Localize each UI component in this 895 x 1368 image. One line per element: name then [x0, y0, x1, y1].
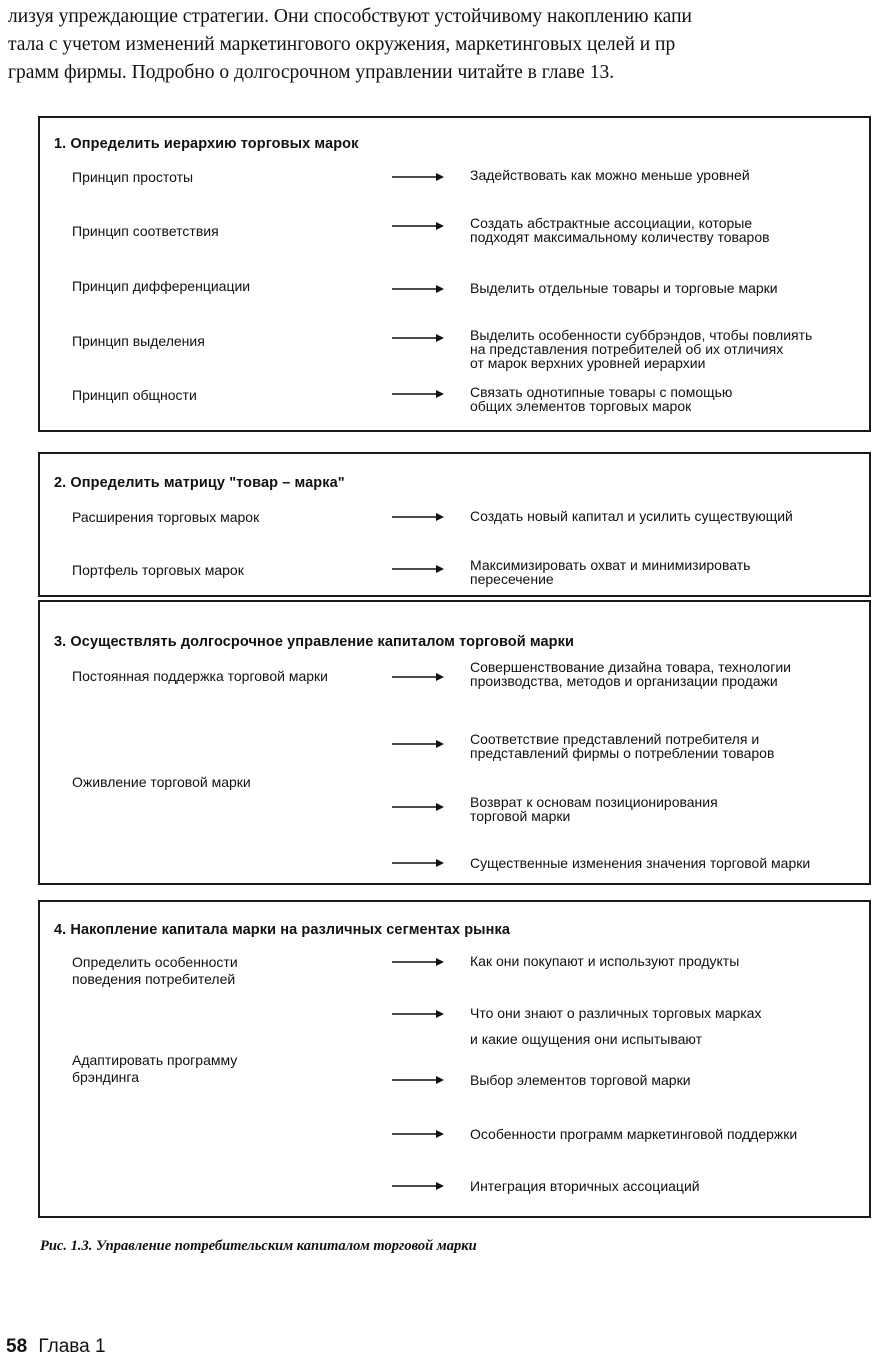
page-number: 58	[6, 1336, 28, 1357]
principle-label: Принцип выделения	[72, 333, 205, 349]
arrow-right-icon	[392, 563, 444, 575]
outcome-text	[470, 558, 750, 586]
arrow-right-icon	[392, 283, 444, 295]
outcome-line: торговой марки	[470, 808, 571, 824]
management-label: Постоянная поддержка торговой марки	[72, 668, 328, 684]
outcome-text	[470, 1073, 691, 1087]
arrow-right-icon	[392, 956, 444, 968]
outcome-line: Максимизировать охват и минимизировать	[470, 557, 751, 573]
outcome-line: Задействовать как можно меньше уровней	[470, 167, 750, 183]
outcome-text	[470, 1000, 761, 1052]
outcome-line: Как они покупают и используют продукты	[470, 953, 740, 969]
intro-line: грамм фирмы. Подробно о долгосрочном управлении читайте в главе 13.	[8, 62, 615, 83]
panel-product-brand-matrix	[38, 452, 871, 597]
segment-label-line: брэндинга	[72, 1069, 139, 1085]
outcome-text	[470, 954, 739, 968]
principle-label: Принцип соответствия	[72, 223, 219, 239]
outcome-text	[470, 168, 750, 182]
outcome-line: Создать абстрактные ассоциации, которые	[470, 215, 753, 231]
outcome-line: Что они знают о различных торговых марках	[470, 1005, 762, 1021]
outcome-line: Возврат к основам позиционирования	[470, 794, 718, 810]
outcome-text	[470, 281, 778, 295]
outcome-line: Совершенствование дизайна товара, технологии	[470, 659, 791, 675]
outcome-line: Соответствие представлений потребителя и	[470, 731, 760, 747]
intro-paragraph	[0, 0, 895, 100]
management-label: Оживление торговой марки	[72, 774, 251, 790]
arrow-right-icon	[392, 332, 444, 344]
panel-brand-hierarchy	[38, 116, 871, 432]
arrow-right-icon	[392, 171, 444, 183]
intro-line: лизуя упреждающие стратегии. Они способствуют устойчивому накоплению капи	[8, 6, 692, 27]
outcome-line: Создать новый капитал и усилить существующий	[470, 508, 793, 524]
arrow-right-icon	[392, 857, 444, 869]
intro-line: тала с учетом изменений маркетингового окружения, маркетинговых целей и пр	[8, 34, 676, 55]
panel-segment-equity	[38, 900, 871, 1218]
outcome-line: общих элементов торговых марок	[470, 398, 692, 414]
outcome-line: Существенные изменения значения торговой марки	[470, 855, 811, 871]
panel-title: 2. Определить матрицу "товар – марка"	[54, 475, 345, 491]
outcome-text	[470, 795, 718, 823]
outcome-line: подходят максимальному количеству товаров	[470, 229, 770, 245]
outcome-text	[470, 1127, 797, 1141]
outcome-text	[470, 660, 791, 688]
chapter-label: Глава 1	[38, 1336, 106, 1357]
outcome-line: Выделить особенности суббрэндов, чтобы повлиять	[470, 327, 813, 343]
segment-label	[72, 954, 238, 988]
outcome-text	[470, 1179, 700, 1193]
segment-label-line: Определить особенности	[72, 954, 238, 970]
outcome-line: на представления потребителей об их отличиях	[470, 341, 784, 357]
outcome-line: Связать однотипные товары с помощью	[470, 384, 733, 400]
outcome-line: Интеграция вторичных ассоциаций	[470, 1178, 700, 1194]
outcome-text	[470, 328, 812, 370]
page-footer	[6, 1336, 106, 1358]
panel-title: 3. Осуществлять долгосрочное управление капиталом торговой марки	[54, 634, 575, 650]
arrow-right-icon	[392, 511, 444, 523]
panel-title: 1. Определить иерархию торговых марок	[54, 136, 359, 152]
figure-caption: Рис. 1.3. Управление потребительским капиталом торговой марки	[40, 1238, 477, 1254]
outcome-text	[470, 856, 810, 870]
outcome-line: Особенности программ маркетинговой поддержки	[470, 1126, 798, 1142]
principle-label: Принцип простоты	[72, 169, 194, 185]
matrix-label: Портфель торговых марок	[72, 562, 244, 578]
arrow-right-icon	[392, 388, 444, 400]
outcome-line: Выделить отдельные товары и торговые марки	[470, 280, 778, 296]
segment-label-line: Адаптировать программу	[72, 1052, 238, 1068]
outcome-text	[470, 732, 774, 760]
outcome-text	[470, 216, 770, 244]
outcome-line: производства, методов и организации продажи	[470, 673, 778, 689]
principle-label: Принцип общности	[72, 387, 197, 403]
arrow-right-icon	[392, 738, 444, 750]
segment-label	[72, 1052, 237, 1086]
outcome-line: пересечение	[470, 571, 554, 587]
panel-long-term-management	[38, 600, 871, 885]
arrow-right-icon	[392, 671, 444, 683]
arrow-right-icon	[392, 220, 444, 232]
outcome-line: и какие ощущения они испытывают	[470, 1031, 703, 1047]
arrow-right-icon	[392, 1074, 444, 1086]
arrow-right-icon	[392, 1180, 444, 1192]
outcome-line: Выбор элементов торговой марки	[470, 1072, 691, 1088]
arrow-right-icon	[392, 1128, 444, 1140]
outcome-line: представлений фирмы о потреблении товаров	[470, 745, 775, 761]
panel-title: 4. Накопление капитала марки на различных сегментах рынка	[54, 922, 511, 938]
matrix-label: Расширения торговых марок	[72, 509, 260, 525]
arrow-right-icon	[392, 1008, 444, 1020]
segment-label-line: поведения потребителей	[72, 971, 236, 987]
arrow-right-icon	[392, 801, 444, 813]
principle-label: Принцип дифференциации	[72, 278, 251, 294]
outcome-text	[470, 509, 793, 523]
outcome-line: от марок верхних уровней иерархии	[470, 355, 706, 371]
outcome-text	[470, 385, 732, 413]
